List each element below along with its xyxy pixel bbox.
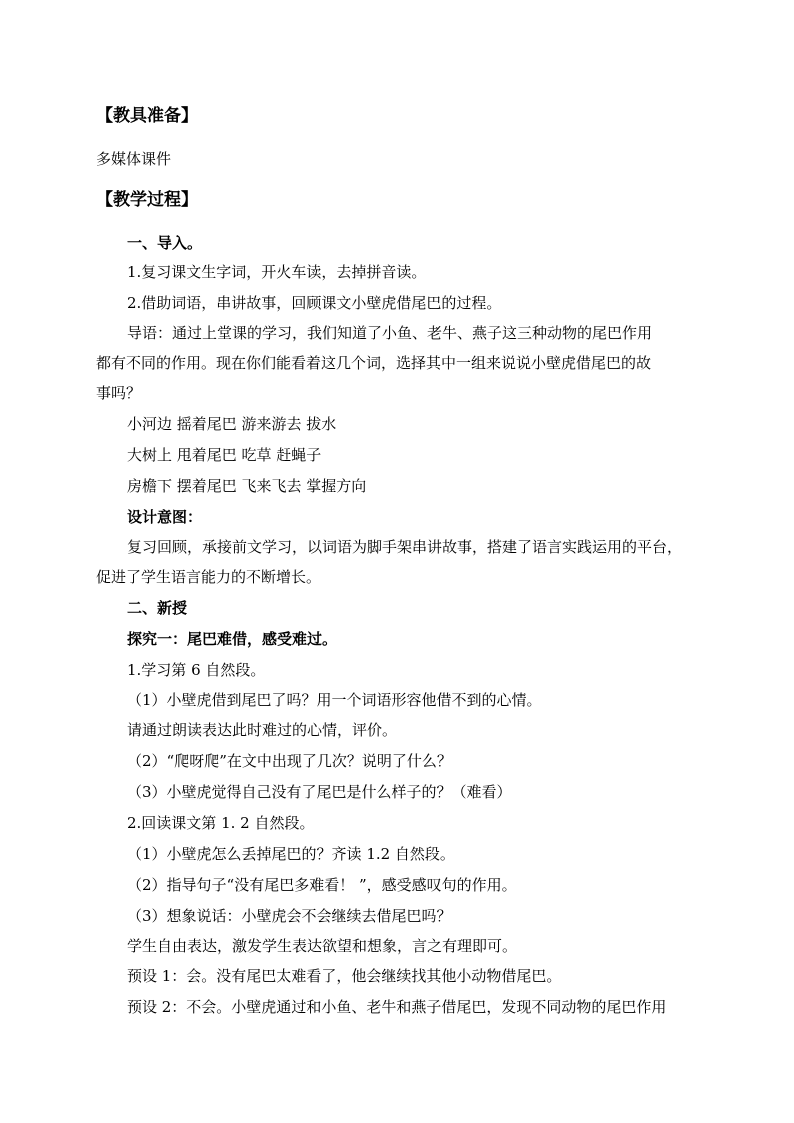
section-title-new: 二、新授 (127, 599, 188, 617)
design-intent-title: 设计意图： (127, 508, 203, 526)
list-item: 2.回读课文第 1. 2 自然段。 (127, 814, 315, 832)
list-item: （2）指导句子“没有尾巴多难看！ ”，感受感叹句的作用。 (127, 876, 517, 894)
list-item: 1.学习第 6 自然段。 (127, 661, 266, 679)
word-group: 小河边 摇着尾巴 游来游去 拔水 (127, 415, 337, 433)
list-item: （3）小壁虎觉得自己没有了尾巴是什么样子的？（难看） (127, 783, 512, 801)
paragraph-line: 事吗？ (96, 384, 142, 402)
list-item: 1.复习课文生字词，开火车读，去掉拼音读。 (127, 263, 427, 281)
paragraph-line: 请通过朗读表达此时难过的心情，评价。 (127, 721, 398, 739)
explore-title: 探究一：尾巴难借，感受难过。 (127, 630, 338, 648)
paragraph-line: 预设 2：不会。小壁虎通过和小鱼、老牛和燕子借尾巴，发现不同动物的尾巴作用 (127, 998, 667, 1016)
paragraph-line: 导语：通过上堂课的学习，我们知道了小鱼、老牛、燕子这三种动物的尾巴作用 (127, 324, 653, 342)
list-item: （1）小壁虎怎么丢掉尾巴的？齐读 1.2 自然段。 (127, 845, 455, 863)
section-heading-process: 【教学过程】 (96, 190, 198, 210)
list-item: （2）“爬呀爬”在文中出现了几次？说明了什么？ (127, 752, 452, 770)
list-item: （1）小壁虎借到尾巴了吗？用一个词语形容他借不到的心情。 (127, 691, 542, 709)
paragraph-line: 预设 1：会。没有尾巴太难看了，他会继续找其他小动物借尾巴。 (127, 967, 562, 985)
paragraph-line: 都有不同的作用。现在你们能看着这几个词，选择其中一组来说说小壁虎借尾巴的故 (96, 354, 652, 372)
section-title-intro: 一、导入。 (127, 234, 203, 252)
word-group: 大树上 甩着尾巴 吃草 赶蝇子 (127, 446, 322, 464)
list-item: （3）想象说话：小壁虎会不会继续去借尾巴吗？ (127, 907, 452, 925)
word-group: 房檐下 摆着尾巴 飞来飞去 掌握方向 (127, 477, 367, 495)
paragraph-line: 促进了学生语言能力的不断增长。 (96, 568, 322, 586)
section-heading-tools: 【教具准备】 (96, 106, 198, 126)
list-item: 2.借助词语，串讲故事，回顾课文小壁虎借尾巴的过程。 (127, 294, 502, 312)
paragraph-line: 复习回顾，承接前文学习，以词语为脚手架串讲故事，搭建了语言实践运用的平台， (127, 538, 683, 556)
tools-text: 多媒体课件 (96, 150, 172, 168)
paragraph-line: 学生自由表达，激发学生表达欲望和想象，言之有理即可。 (127, 937, 518, 955)
